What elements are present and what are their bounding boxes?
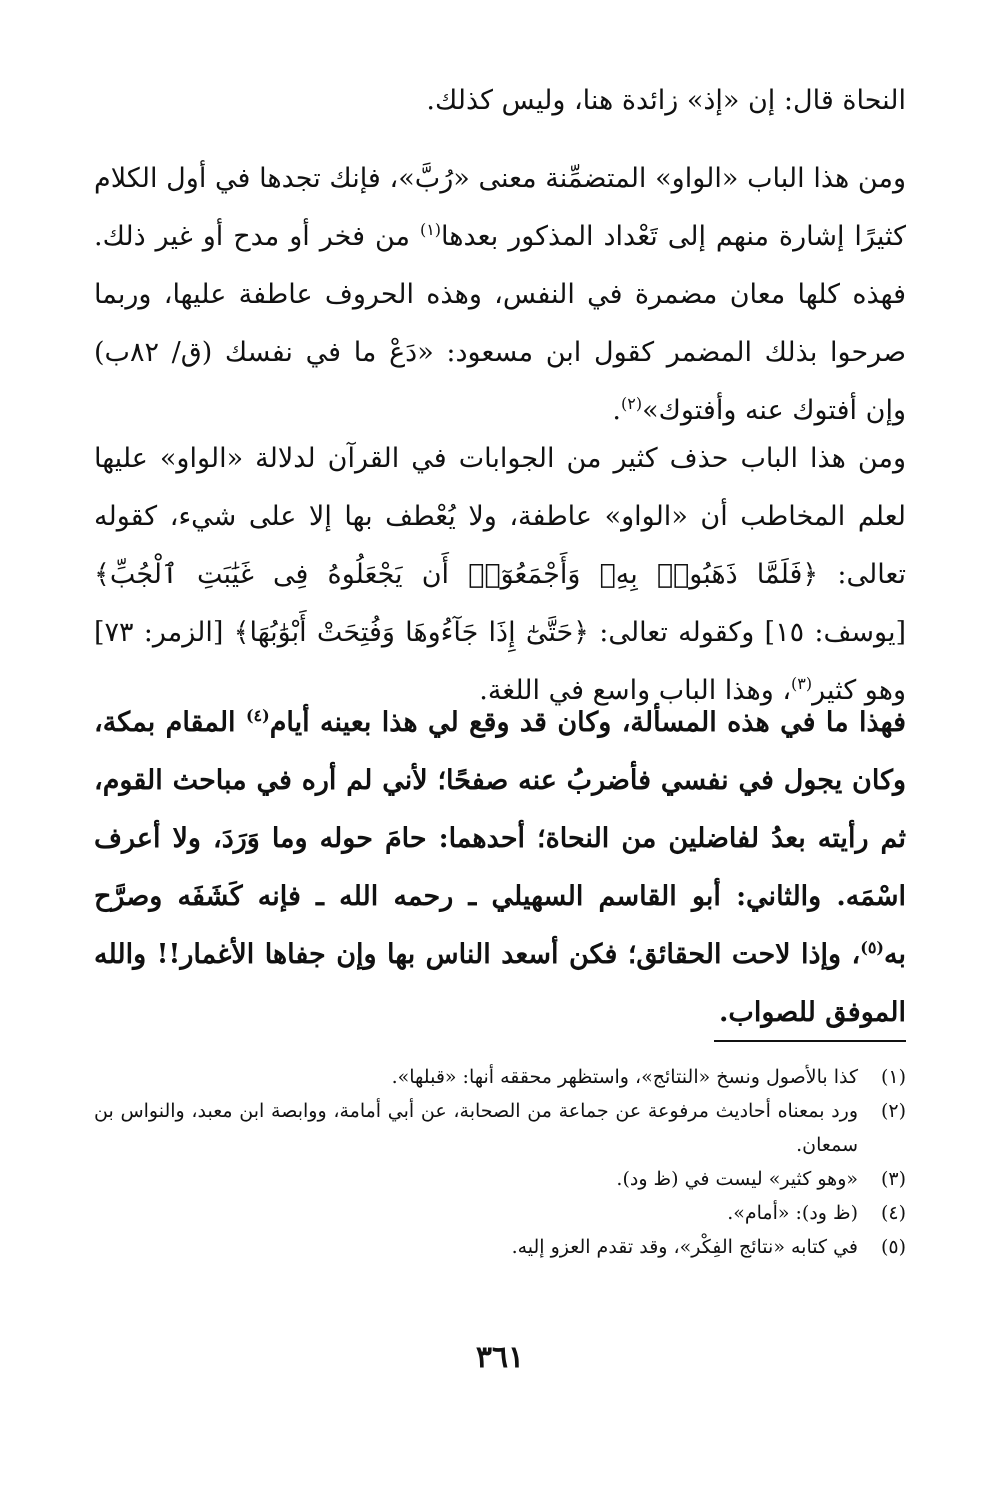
footnote-separator: [714, 1040, 906, 1042]
footnote-ref-1: (١): [419, 220, 442, 239]
paragraph-4-text-a: فهذا ما في هذه المسألة، وكان قد وقع لي هذا بعينه أيام: [269, 707, 907, 738]
paragraph-1: [94, 72, 906, 130]
footnote-text: (ظ ود): «أمام».: [727, 1202, 858, 1224]
footnote-ref-5: (٥): [860, 938, 884, 957]
footnote-item: [94, 1060, 906, 1094]
paragraph-4-text-c: ، وإذا لاحت الحقائق؛ فكن أسعد الناس بها وإن جفاها الأغمار!! والله الموفق للصواب.: [94, 939, 906, 1028]
footnote-text: «وهو كثير» ليست في (ظ ود).: [616, 1168, 858, 1190]
paragraph-3-text-b: ، وهذا الباب واسع في اللغة.: [479, 675, 792, 706]
footnote-item: [94, 1162, 906, 1196]
footnote-ref-2: (٢): [620, 394, 643, 413]
paragraph-2: [94, 150, 906, 440]
footnote-text: في كتابه «نتائج الفِكْر»، وقد تقدم العزو إليه.: [511, 1236, 858, 1258]
paragraph-4: [94, 694, 906, 1042]
footnote-text: كذا بالأصول ونسخ «النتائج»، واستظهر محققه أنها: «قبلها».: [391, 1066, 858, 1088]
footnote-item: [94, 1230, 906, 1264]
footnote-item: [94, 1196, 906, 1230]
paragraph-2-text-a: ومن هذا الباب «الواو» المتضمِّنة معنى «رُبَّ»، فإنك تجدها في أول الكلام كثيرًا إشارة منهم إلى تَعْداد المذكور بعدها: [94, 163, 906, 252]
footnote-number: (٢): [880, 1100, 906, 1122]
footnote-ref-4: (٤): [245, 706, 270, 725]
paragraph-3-text-a: ومن هذا الباب حذف كثير من الجوابات في القرآن لدلالة «الواو» عليها لعلم المخاطب أن «الواو» عاطفة، ولا يُعْطف بها إلا على شيء، كقوله تعالى: ﴿فَلَمَّا ذَهَبُوا۟ بِهِۦ وَأَجْمَعُوٓا۟ أَن يَجْعَلُوهُ فِى غَيَٰبَتِ ٱلْجُبِّ﴾ [يوسف: ١٥] وكقوله تعالى: ﴿حَتَّىٰٓ إِذَا جَآءُوهَا وَفُتِحَتْ أَبْوَٰبُهَا﴾ [الزمر: ٧٣] وهو كثير: [94, 443, 907, 706]
footnote-number: (٣): [880, 1168, 906, 1190]
paragraph-4-text-b: المقام بمكة، وكان يجول في نفسي فأضربُ عنه صفحًا؛ لأني لم أره في مباحث القوم، ثم رأيته بعدُ لفاضلين من النحاة؛ أحدهما: حامَ حوله وما وَرَدَ، ولا أعرف اسْمَه. والثاني: أبو القاسم السهيلي ـ رحمه الله ـ فإنه كَشَفَه وصرَّح به: [94, 707, 906, 970]
page-number: ٣٦١: [475, 1340, 525, 1375]
paragraph-2-text-b: من فخر أو مدح أو غير ذلك. فهذه كلها معان مضمرة في النفس، وهذه الحروف عاطفة عليها، وربما صرحوا بذلك المضمر كقول ابن مسعود: «دَعْ ما في نفسك (ق/ ٨٢ب) وإن أفتوك عنه وأفتوك»: [94, 221, 906, 426]
footnote-text: ورد بمعناه أحاديث مرفوعة عن جماعة من الصحابة، عن أبي أمامة، ووابصة ابن معبد، والنواس بن سمعان.: [94, 1100, 858, 1156]
paragraph-3: [94, 430, 906, 720]
footnote-number: (٥): [880, 1236, 906, 1258]
footnote-ref-3: (٣): [791, 674, 813, 693]
footnote-number: (٤): [880, 1202, 906, 1224]
footnote-item: [94, 1094, 906, 1162]
paragraph-2-end: .: [612, 395, 621, 426]
footnote-number: (١): [880, 1066, 906, 1088]
paragraph-1-text: النحاة قال: إن «إذ» زائدة هنا، وليس كذلك.: [426, 85, 906, 116]
footnotes: [94, 1060, 906, 1264]
